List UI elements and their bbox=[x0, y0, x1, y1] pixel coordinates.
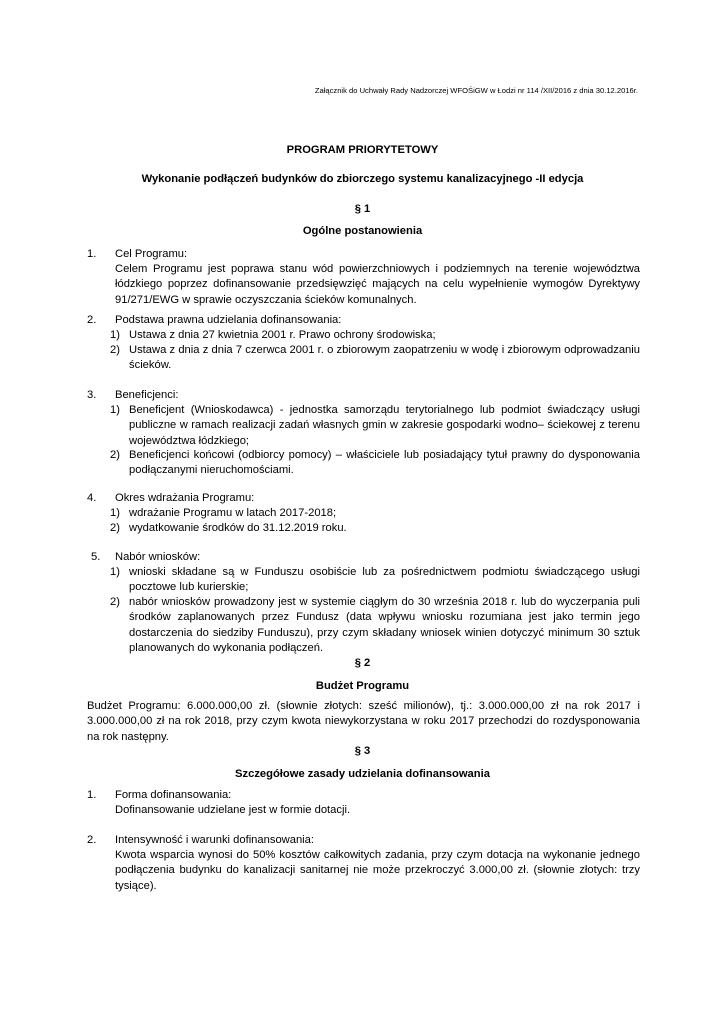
sub-text: Beneficjent (Wnioskodawca) - jednostka samorządu terytorialnego lub podmiot świadczący usługi publiczne w ramach realizacji zadań własnych gmin w zakresie gospodarki wodno– ściekowej z terenu województwa łódzkiego; bbox=[129, 404, 640, 447]
s1-item4-number: 4. bbox=[87, 492, 97, 504]
s1-item2-label: Podstawa prawna udzielania dofinansowania: bbox=[115, 314, 342, 326]
sub-number: 1) bbox=[110, 404, 120, 416]
s1-item5-number: 5. bbox=[91, 551, 101, 563]
document-subtitle: Wykonanie podłączeń budynków do zbiorczego systemu kanalizacyjnego -II edycja bbox=[141, 173, 584, 185]
sub-text: Beneficjenci końcowi (odbiorcy pomocy) – właściciele lub posiadający tytuł prawny do dysponowania podłączanymi nieruchomościami. bbox=[129, 449, 640, 477]
section-1-heading: Ogólne postanowienia bbox=[302, 225, 423, 237]
header-note: Załącznik do Uchwały Rady Nadzorczej WFOŚiGW w Łodzi nr 114 /XII/2016 z dnia 30.12.2016r. bbox=[314, 86, 638, 95]
s1-item3-label: Beneficjenci: bbox=[115, 389, 179, 401]
s1-item2-number: 2. bbox=[87, 314, 97, 326]
sub-text: wnioski składane są w Funduszu osobiście lub za pośrednictwem podmiotu świadczącego usługi pocztowe lub kurierskie; bbox=[129, 566, 640, 594]
sub-text: nabór wniosków prowadzony jest w systemie ciągłym do 30 września 2018 r. lub do wyczerpania puli środków zaplanowanych przez Fundusz (data wpływu wniosku rozumiana jest jako termin jego dostarczenia do siedziby Funduszu), przy czym składany wniosek winien dotyczyć minimum 30 sztuk planowanych do wykonania podłączeń. bbox=[129, 596, 640, 654]
s1-item1-number: 1. bbox=[87, 248, 97, 260]
document-title: PROGRAM PRIORYTETOWY bbox=[286, 144, 439, 156]
s1-item4-label: Okres wdrażania Programu: bbox=[115, 492, 255, 504]
section-1-symbol: § 1 bbox=[354, 203, 371, 215]
sub-text: Ustawa z dnia 27 kwietnia 2001 r. Prawo ochrony środowiska; bbox=[129, 329, 436, 341]
s3-item1-number: 1. bbox=[87, 789, 97, 801]
sub-text: wydatkowanie środków do 31.12.2019 roku. bbox=[129, 522, 347, 534]
budget-text: Budżet Programu: 6.000.000,00 zł. (słownie złotych: sześć milionów), tj.: 3.000.000,00 zł na rok 2017 i 3.000.000,00 zł na rok 2018, przy czym kwota niewykorzystana w roku 2017 przechodzi do rozdysponowania na rok następny. bbox=[87, 700, 640, 743]
sub-text: Ustawa z dnia z dnia 7 czerwca 2001 r. o zbiorowym zaopatrzeniu w wodę i zbiorowym odprowadzaniu ścieków. bbox=[129, 344, 640, 372]
sub-number: 1) bbox=[110, 507, 120, 519]
section-3-symbol: § 3 bbox=[354, 745, 371, 757]
sub-number: 1) bbox=[110, 329, 120, 341]
sub-number: 2) bbox=[110, 344, 120, 356]
s3-item2-text: Kwota wsparcia wynosi do 50% kosztów całkowitych zadania, przy czym dotacja na wykonanie jednego podłączenia budynku do kanalizacji sanitarnej nie może przekroczyć 3.000,00 zł. (słownie złotych: trzy tysiące). bbox=[115, 849, 640, 892]
sub-text: wdrażanie Programu w latach 2017-2018; bbox=[129, 507, 337, 519]
sub-number: 2) bbox=[110, 449, 120, 461]
s1-item3-number: 3. bbox=[87, 389, 97, 401]
s3-item1-label: Forma dofinansowania: bbox=[115, 789, 232, 801]
sub-number: 2) bbox=[110, 522, 120, 534]
s3-item2-label: Intensywność i warunki dofinansowania: bbox=[115, 834, 314, 846]
section-2-symbol: § 2 bbox=[354, 657, 371, 669]
s1-item1-label: Cel Programu: bbox=[115, 248, 188, 260]
sub-number: 2) bbox=[110, 596, 120, 608]
sub-number: 1) bbox=[110, 566, 120, 578]
s1-item5-label: Nabór wniosków: bbox=[115, 551, 201, 563]
section-3-heading: Szczegółowe zasady udzielania dofinansowania bbox=[235, 768, 490, 780]
s1-item1-text: Celem Programu jest poprawa stanu wód powierzchniowych i podziemnych na terenie województwa łódzkiego poprzez dofinansowanie przedsięwzięć mających na celu wypełnienie wymogów Dyrektywy 91/271/EWG w sprawie oczyszczania ścieków komunalnych. bbox=[115, 263, 640, 306]
s3-item1-text: Dofinansowanie udzielane jest w formie dotacji. bbox=[115, 804, 351, 816]
section-2-heading: Budżet Programu bbox=[315, 680, 410, 692]
s3-item2-number: 2. bbox=[87, 834, 97, 846]
